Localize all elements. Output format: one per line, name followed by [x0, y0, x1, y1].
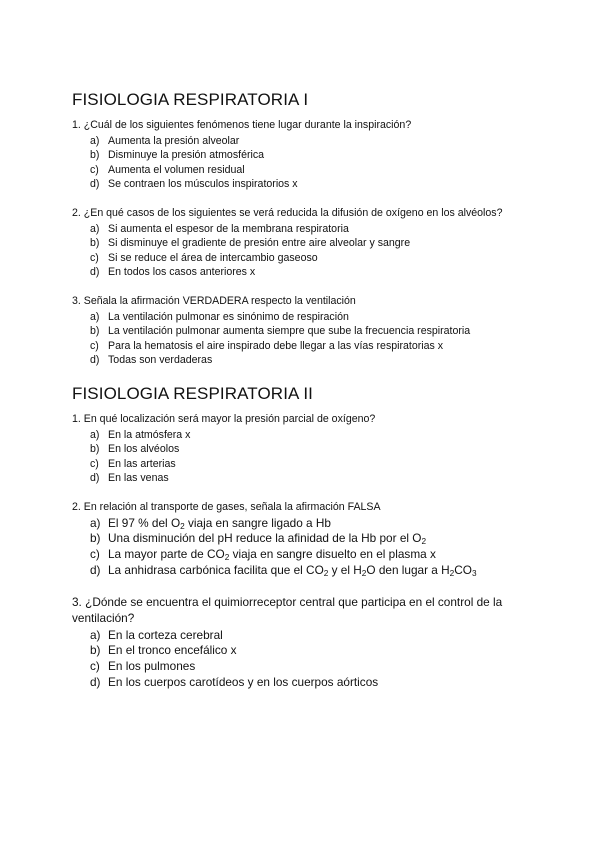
- option-d: [72, 265, 542, 280]
- option-letter: b): [90, 643, 101, 658]
- option-letter: b): [90, 325, 100, 337]
- question-text: 1. ¿Cuál de los siguientes fenómenos tiene lugar durante la inspiración?: [72, 119, 412, 131]
- option-c: [72, 163, 542, 178]
- question-1-1: [72, 118, 542, 192]
- option-letter: b): [90, 237, 100, 249]
- option-letter: a): [90, 515, 101, 530]
- option-text: En las arterias: [108, 457, 176, 470]
- question-text: 3. Señala la afirmación VERDADERA respecto la ventilación: [72, 295, 356, 307]
- option-text: Para la hematosis el aire inspirado debe llegar a las vías respiratorias x: [108, 339, 444, 352]
- option-c: [72, 457, 542, 472]
- option-text: Si disminuye el gradiente de presión entre aire alveolar y sangre: [108, 237, 411, 249]
- option-text: En todos los casos anteriores x: [108, 266, 256, 278]
- option-a: [72, 134, 542, 149]
- option-text: Se contraen los músculos inspiratorios x: [108, 178, 298, 190]
- option-text: El 97 % del $O_2$ viaja en sangre ligado a Hb: [108, 515, 331, 531]
- option-letter: c): [90, 659, 100, 674]
- option-letter: c): [90, 547, 100, 562]
- option-c: [72, 339, 542, 354]
- option-letter: d): [90, 266, 100, 278]
- option-letter: c): [90, 251, 99, 264]
- section-title-2: FISIOLOGIA RESPIRATORIA II: [72, 384, 313, 403]
- option-text: La ventilación pulmonar aumenta siempre que sube la frecuencia respiratoria: [108, 325, 471, 337]
- option-text: La mayor parte de $CO_2$ viaja en sangre disuelto en el plasma x: [108, 547, 436, 563]
- option-text: Aumenta el volumen residual: [108, 163, 245, 176]
- option-text: En las venas: [108, 472, 169, 484]
- option-letter: c): [90, 163, 99, 176]
- option-letter: a): [90, 134, 100, 147]
- option-letter: d): [90, 562, 101, 577]
- option-text: La anhidrasa carbónica facilita que el $CO_2$ y el $H_2O$ den lugar a $H_2CO_3$: [108, 562, 477, 578]
- option-text: Una disminución del pH reduce la afinidad de la Hb por el $O_2$: [108, 531, 427, 547]
- option-letter: d): [90, 354, 100, 366]
- option-a: [72, 628, 542, 644]
- option-b: [72, 643, 542, 659]
- option-text: Aumenta la presión alveolar: [108, 134, 240, 147]
- option-text: En los cuerpos carotídeos y en los cuerpos aórticos: [108, 674, 379, 689]
- option-b: [72, 442, 542, 457]
- option-letter: b): [90, 443, 100, 455]
- option-text: Disminuye la presión atmosférica: [108, 149, 265, 161]
- option-d: [72, 353, 542, 368]
- question-2-1: [72, 412, 542, 486]
- option-letter: d): [90, 674, 101, 689]
- option-text: En el tronco encefálico x: [108, 643, 237, 658]
- option-c: [72, 659, 542, 675]
- option-b: [72, 324, 542, 339]
- option-b: [72, 236, 542, 251]
- option-letter: d): [90, 472, 100, 484]
- option-a: [72, 310, 542, 325]
- option-a: [72, 222, 542, 237]
- option-letter: b): [90, 149, 100, 161]
- option-d: [72, 563, 542, 579]
- option-letter: a): [90, 428, 100, 441]
- option-text: Todas son verdaderas: [108, 354, 213, 366]
- option-b: [72, 148, 542, 163]
- option-letter: a): [90, 627, 101, 642]
- question-1-2: [72, 206, 542, 280]
- option-text: La ventilación pulmonar es sinónimo de respiración: [108, 310, 349, 323]
- option-d: [72, 471, 542, 486]
- option-d: [72, 675, 542, 691]
- option-letter: c): [90, 339, 99, 352]
- option-text: En los pulmones: [108, 659, 196, 674]
- question-1-3: [72, 294, 542, 368]
- option-text: En la corteza cerebral: [108, 627, 223, 642]
- option-c: [72, 547, 542, 563]
- option-letter: a): [90, 222, 100, 235]
- option-b: [72, 531, 542, 547]
- question-2-2: [72, 500, 542, 579]
- question-text: 1. En qué localización será mayor la presión parcial de oxígeno?: [72, 413, 376, 425]
- question-text: 3. ¿Dónde se encuentra el quimiorreceptor central que participa en el control de la ventilación?: [72, 595, 503, 625]
- option-letter: a): [90, 310, 100, 323]
- option-letter: c): [90, 457, 99, 470]
- option-c: [72, 251, 542, 266]
- option-letter: d): [90, 178, 100, 190]
- option-text: Si se reduce el área de intercambio gaseoso: [108, 251, 318, 264]
- option-d: [72, 177, 542, 192]
- question-2-3: [72, 595, 542, 691]
- option-text: Si aumenta el espesor de la membrana respiratoria: [108, 222, 349, 235]
- option-a: [72, 428, 542, 443]
- question-text: 2. En relación al transporte de gases, señala la afirmación FALSA: [72, 501, 381, 513]
- option-a: [72, 516, 542, 532]
- option-text: En la atmósfera x: [108, 428, 191, 441]
- option-letter: b): [90, 531, 101, 546]
- section-title-1: FISIOLOGIA RESPIRATORIA I: [72, 90, 309, 109]
- question-text: 2. ¿En qué casos de los siguientes se verá reducida la difusión de oxígeno en los alvéolos?: [72, 207, 503, 219]
- option-text: En los alvéolos: [108, 443, 180, 455]
